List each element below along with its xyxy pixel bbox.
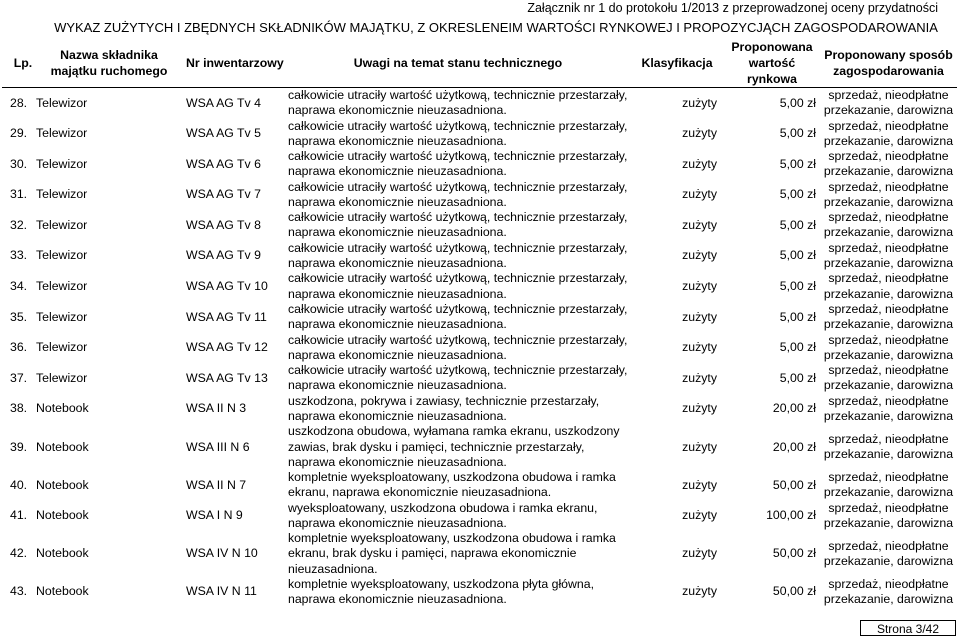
cell-disposal-method: sprzedaż, nieodpłatne przekazanie, darowizna	[823, 271, 954, 301]
cell-disposal-method: sprzedaż, nieodpłatne przekazanie, darowizna	[823, 179, 954, 209]
cell-technical-notes: całkowicie utraciły wartość użytkową, technicznie przestarzały, naprawa ekonomicznie nieuzasadniona.	[288, 210, 628, 240]
cell-lp: 32.	[10, 217, 28, 232]
cell-lp: 43.	[10, 584, 28, 599]
cell-asset-name: Telewizor	[36, 248, 88, 263]
cell-lp: 33.	[10, 248, 28, 263]
cell-inventory-number: WSA AG Tv 10	[186, 279, 268, 294]
cell-asset-name: Notebook	[36, 401, 89, 416]
cell-asset-name: Telewizor	[36, 370, 88, 385]
cell-market-value: 5,00 zł	[779, 187, 816, 202]
column-header-value: Proponowana wartość rynkowa	[724, 39, 820, 88]
cell-classification: zużyty	[682, 126, 717, 141]
table-row	[2, 577, 957, 608]
cell-classification: zużyty	[682, 95, 717, 110]
column-header-lp: Lp.	[2, 39, 36, 88]
cell-inventory-number: WSA AG Tv 13	[186, 370, 268, 385]
cell-asset-name: Telewizor	[36, 95, 88, 110]
cell-lp: 39.	[10, 439, 28, 454]
cell-market-value: 5,00 zł	[779, 156, 816, 171]
cell-classification: zużyty	[682, 401, 717, 416]
cell-technical-notes: całkowicie utraciły wartość użytkową, technicznie przestarzały, naprawa ekonomicznie nieuzasadniona.	[288, 118, 628, 148]
cell-inventory-number: WSA IV N 10	[186, 546, 258, 561]
cell-asset-name: Notebook	[36, 508, 89, 523]
table-row	[2, 180, 957, 211]
cell-technical-notes: całkowicie utraciły wartość użytkową, technicznie przestarzały, naprawa ekonomicznie nieuzasadniona.	[288, 271, 628, 301]
cell-lp: 34.	[10, 279, 28, 294]
column-header-name: Nazwa składnika majątku ruchomego	[36, 39, 182, 88]
cell-technical-notes: całkowicie utraciły wartość użytkową, technicznie przestarzały, naprawa ekonomicznie nieuzasadniona.	[288, 149, 628, 179]
cell-classification: zużyty	[682, 546, 717, 561]
cell-classification: zużyty	[682, 187, 717, 202]
cell-lp: 35.	[10, 309, 28, 324]
cell-asset-name: Notebook	[36, 477, 89, 492]
table-row	[2, 501, 957, 532]
cell-disposal-method: sprzedaż, nieodpłatne przekazanie, darowizna	[823, 210, 954, 240]
cell-classification: zużyty	[682, 309, 717, 324]
cell-disposal-method: sprzedaż, nieodpłatne przekazanie, darowizna	[823, 431, 954, 462]
cell-classification: zużyty	[682, 217, 717, 232]
cell-disposal-method: sprzedaż, nieodpłatne przekazanie, darowizna	[823, 363, 954, 393]
cell-market-value: 50,00 zł	[772, 477, 816, 492]
cell-lp: 36.	[10, 340, 28, 355]
cell-asset-name: Telewizor	[36, 156, 88, 171]
column-header-method: Proponowany sposób zagospodarowania	[820, 39, 957, 88]
cell-asset-name: Notebook	[36, 439, 89, 454]
cell-technical-notes: kompletnie wyeksploatowany, uszkodzona obudowa i ramka ekranu, naprawa ekonomicznie nieuzasadniona.	[288, 470, 616, 500]
cell-lp: 31.	[10, 187, 28, 202]
cell-classification: zużyty	[682, 248, 717, 263]
document-title: WYKAZ ZUŻYTYCH I ZBĘDNYCH SKŁADNIKÓW MAJĄTKU, Z OKRESLENEIM WARTOŚCI RYNKOWEJ I PROPOZYCJĄCH ZAGOSPODAROWANIA	[54, 20, 938, 35]
cell-inventory-number: WSA AG Tv 11	[186, 309, 267, 324]
cell-inventory-number: WSA AG Tv 9	[186, 248, 261, 263]
cell-technical-notes: całkowicie utraciły wartość użytkową, technicznie przestarzały, naprawa ekonomicznie nieuzasadniona.	[288, 363, 628, 393]
cell-market-value: 5,00 zł	[779, 95, 816, 110]
cell-technical-notes: kompletnie wyeksploatowany, uszkodzona obudowa i ramka ekranu, brak dysku i pamięci, naprawa ekonomicznie nieuzasadniona.	[288, 531, 616, 576]
cell-asset-name: Telewizor	[36, 309, 88, 324]
cell-classification: zużyty	[682, 340, 717, 355]
cell-asset-name: Notebook	[36, 584, 89, 599]
cell-disposal-method: sprzedaż, nieodpłatne przekazanie, darowizna	[823, 149, 954, 179]
cell-inventory-number: WSA AG Tv 6	[186, 156, 261, 171]
cell-technical-notes: całkowicie utraciły wartość użytkową, technicznie przestarzały, naprawa ekonomicznie nieuzasadniona.	[288, 332, 628, 362]
table-row	[2, 333, 957, 364]
cell-market-value: 5,00 zł	[779, 217, 816, 232]
cell-inventory-number: WSA AG Tv 5	[186, 126, 261, 141]
table-row	[2, 149, 957, 180]
cell-technical-notes: uszkodzona, pokrywa i zawiasy, technicznie przestarzały, naprawa ekonomicznie nieuzasadniona.	[288, 393, 600, 424]
cell-market-value: 5,00 zł	[779, 370, 816, 385]
cell-inventory-number: WSA IV N 11	[186, 584, 257, 599]
cell-lp: 40.	[10, 477, 28, 492]
cell-classification: zużyty	[682, 370, 717, 385]
cell-asset-name: Telewizor	[36, 279, 88, 294]
cell-classification: zużyty	[682, 439, 717, 454]
cell-market-value: 50,00 zł	[772, 546, 816, 561]
cell-market-value: 20,00 zł	[772, 439, 816, 454]
cell-classification: zużyty	[682, 279, 717, 294]
cell-lp: 28.	[10, 95, 28, 110]
cell-classification: zużyty	[682, 584, 717, 599]
table-row	[2, 271, 957, 302]
table-row	[2, 118, 957, 149]
cell-market-value: 5,00 zł	[779, 340, 816, 355]
cell-disposal-method: sprzedaż, nieodpłatne przekazanie, darowizna	[823, 88, 954, 118]
cell-lp: 30.	[10, 156, 28, 171]
cell-lp: 37.	[10, 370, 28, 385]
cell-asset-name: Telewizor	[36, 187, 88, 202]
table-row	[2, 241, 957, 272]
cell-asset-name: Notebook	[36, 546, 89, 561]
table-row	[2, 88, 957, 119]
cell-asset-name: Telewizor	[36, 217, 88, 232]
cell-disposal-method: sprzedaż, nieodpłatne przekazanie, darowizna	[823, 393, 954, 424]
cell-asset-name: Telewizor	[36, 340, 88, 355]
cell-inventory-number: WSA AG Tv 4	[186, 95, 261, 110]
cell-disposal-method: sprzedaż, nieodpłatne przekazanie, darowizna	[823, 302, 954, 332]
cell-inventory-number: WSA II N 7	[186, 477, 247, 492]
cell-lp: 29.	[10, 126, 28, 141]
column-header-inventory: Nr inwentarzowy	[182, 39, 286, 88]
cell-inventory-number: WSA AG Tv 8	[186, 217, 261, 232]
cell-disposal-method: sprzedaż, nieodpłatne przekazanie, darowizna	[823, 538, 954, 568]
cell-inventory-number: WSA III N 6	[186, 439, 250, 454]
cell-disposal-method: sprzedaż, nieodpłatne przekazanie, darowizna	[823, 500, 954, 530]
cell-asset-name: Telewizor	[36, 126, 88, 141]
cell-disposal-method: sprzedaż, nieodpłatne przekazanie, darowizna	[823, 332, 954, 362]
table-header-row	[2, 39, 957, 88]
cell-disposal-method: sprzedaż, nieodpłatne przekazanie, darowizna	[823, 118, 954, 148]
cell-disposal-method: sprzedaż, nieodpłatne przekazanie, darowizna	[823, 576, 954, 607]
table-row	[2, 302, 957, 333]
cell-market-value: 50,00 zł	[772, 584, 816, 599]
cell-market-value: 5,00 zł	[779, 309, 816, 324]
cell-classification: zużyty	[682, 477, 717, 492]
cell-technical-notes: całkowicie utraciły wartość użytkową, technicznie przestarzały, naprawa ekonomicznie nieuzasadniona.	[288, 240, 628, 271]
table-row	[2, 531, 957, 577]
cell-inventory-number: WSA I N 9	[186, 508, 243, 523]
cell-market-value: 100,00 zł	[766, 508, 816, 523]
cell-disposal-method: sprzedaż, nieodpłatne przekazanie, darowizna	[823, 240, 954, 271]
attachment-note: Załącznik nr 1 do protokołu 1/2013 z przeprowadzonej oceny przydatności	[527, 1, 938, 15]
cell-technical-notes: całkowicie utraciły wartość użytkową, technicznie przestarzały, naprawa ekonomicznie nieuzasadniona.	[288, 179, 628, 209]
cell-technical-notes: kompletnie wyeksploatowany, uszkodzona płyta główna, naprawa ekonomicznie nieuzasadniona.	[288, 576, 594, 607]
table-row	[2, 210, 957, 241]
cell-technical-notes: całkowicie utraciły wartość użytkową, technicznie przestarzały, naprawa ekonomicznie nieuzasadniona.	[288, 88, 628, 118]
cell-lp: 42.	[10, 546, 28, 561]
column-header-classification: Klasyfikacja	[630, 39, 724, 88]
cell-market-value: 5,00 zł	[779, 279, 816, 294]
table-row	[2, 394, 957, 425]
page-number: Strona 3/42	[860, 620, 956, 636]
cell-technical-notes: uszkodzona obudowa, wyłamana ramka ekranu, uszkodzony zawias, brak dysku i pamięci, technicznie przestarzały, naprawa ekonomicznie nieuzasadniona.	[288, 424, 620, 469]
cell-technical-notes: całkowicie utraciły wartość użytkową, technicznie przestarzały, naprawa ekonomicznie nieuzasadniona.	[288, 302, 628, 332]
cell-disposal-method: sprzedaż, nieodpłatne przekazanie, darowizna	[823, 470, 954, 500]
cell-lp: 41.	[10, 508, 28, 523]
cell-technical-notes: wyeksploatowany, uszkodzona obudowa i ramka ekranu, naprawa ekonomicznie nieuzasadniona.	[288, 500, 598, 530]
table-row	[2, 470, 957, 501]
cell-market-value: 5,00 zł	[779, 126, 816, 141]
table-row	[2, 424, 957, 470]
cell-classification: zużyty	[682, 508, 717, 523]
cell-inventory-number: WSA AG Tv 7	[186, 187, 261, 202]
inventory-table	[2, 39, 957, 607]
cell-market-value: 5,00 zł	[779, 248, 816, 263]
cell-lp: 38.	[10, 401, 28, 416]
cell-classification: zużyty	[682, 156, 717, 171]
cell-inventory-number: WSA II N 3	[186, 401, 247, 416]
column-header-notes: Uwagi na temat stanu technicznego	[286, 39, 630, 88]
table-row	[2, 363, 957, 394]
cell-market-value: 20,00 zł	[772, 401, 816, 416]
cell-inventory-number: WSA AG Tv 12	[186, 340, 268, 355]
